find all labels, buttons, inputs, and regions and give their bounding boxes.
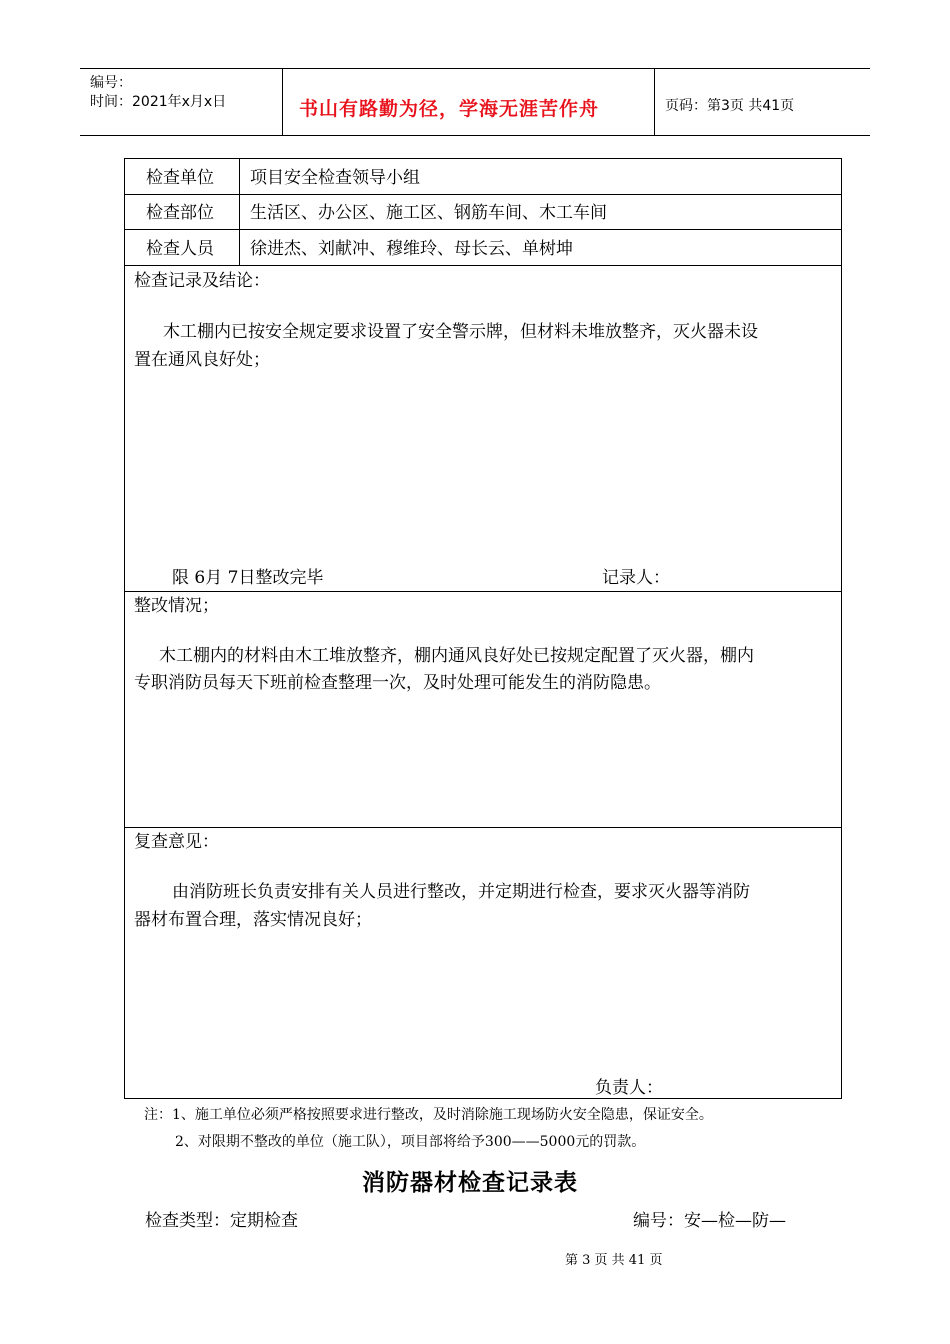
header-page-label: 页码：第3页 共41页 xyxy=(665,98,795,114)
record-text-line: 置在通风良好处； xyxy=(134,350,270,370)
record-section-title: 检查记录及结论： xyxy=(134,271,270,291)
review-text-line: 器材布置合理，落实情况良好； xyxy=(134,910,372,930)
row-divider xyxy=(125,229,841,230)
review-section-title: 复查意见： xyxy=(134,832,219,852)
inspection-area-label: 检查部位 xyxy=(146,203,214,223)
form-title: 消防器材检查记录表 xyxy=(362,1169,578,1196)
page-footer: 第 3 页 共 41 页 xyxy=(565,1253,663,1268)
row-divider xyxy=(125,827,841,828)
review-text-line: 由消防班长负责安排有关人员进行整改，并定期进行检查，要求灭火器等消防 xyxy=(172,882,750,902)
recorder-label: 记录人： xyxy=(602,568,670,588)
form-number-label: 编号：安—检—防— xyxy=(633,1211,786,1231)
note-line-2: 2、对限期不整改的单位（施工队），项目部将给予300——5000元的罚款。 xyxy=(175,1134,646,1150)
column-divider xyxy=(239,159,240,265)
row-divider xyxy=(125,265,841,266)
inspection-people-label: 检查人员 xyxy=(146,239,214,259)
row-divider xyxy=(125,591,841,592)
record-text-line: 木工棚内已按安全规定要求设置了安全警示牌，但材料未堆放整齐，灭火器未设 xyxy=(163,322,758,342)
rectify-text-line: 专职消防员每天下班前检查整理一次，及时处理可能发生的消防隐患。 xyxy=(134,673,661,693)
inspection-people-value: 徐进杰、刘献冲、穆维玲、母长云、单树坤 xyxy=(250,239,573,259)
note-line-1: 注：1、施工单位必须严格按照要求进行整改，及时消除施工现场防火安全隐患，保证安全。 xyxy=(144,1107,713,1123)
header-top-rule xyxy=(80,68,870,69)
header-divider xyxy=(282,68,283,136)
rectify-section-title: 整改情况； xyxy=(134,596,219,616)
row-divider xyxy=(125,194,841,195)
header-divider xyxy=(654,68,655,136)
inspection-table xyxy=(124,158,842,1099)
inspection-unit-value: 项目安全检查领导小组 xyxy=(250,168,420,188)
header-number-label: 编号： xyxy=(90,75,132,91)
rectify-text-line: 木工棚内的材料由木工堆放整齐，棚内通风良好处已按规定配置了灭火器，棚内 xyxy=(159,646,754,666)
header-time-label: 时间：2021年x月x日 xyxy=(90,94,227,110)
inspection-area-value: 生活区、办公区、施工区、钢筋车间、木工车间 xyxy=(250,203,607,223)
inspection-type-label: 检查类型：定期检查 xyxy=(145,1211,298,1231)
header-motto: 书山有路勤为径，学海无涯苦作舟 xyxy=(299,98,600,120)
inspection-unit-label: 检查单位 xyxy=(146,168,214,188)
responsible-label: 负责人： xyxy=(595,1078,663,1098)
header-bottom-rule xyxy=(80,135,870,136)
rectify-deadline: 限 6月 7日整改完毕 xyxy=(172,568,324,588)
